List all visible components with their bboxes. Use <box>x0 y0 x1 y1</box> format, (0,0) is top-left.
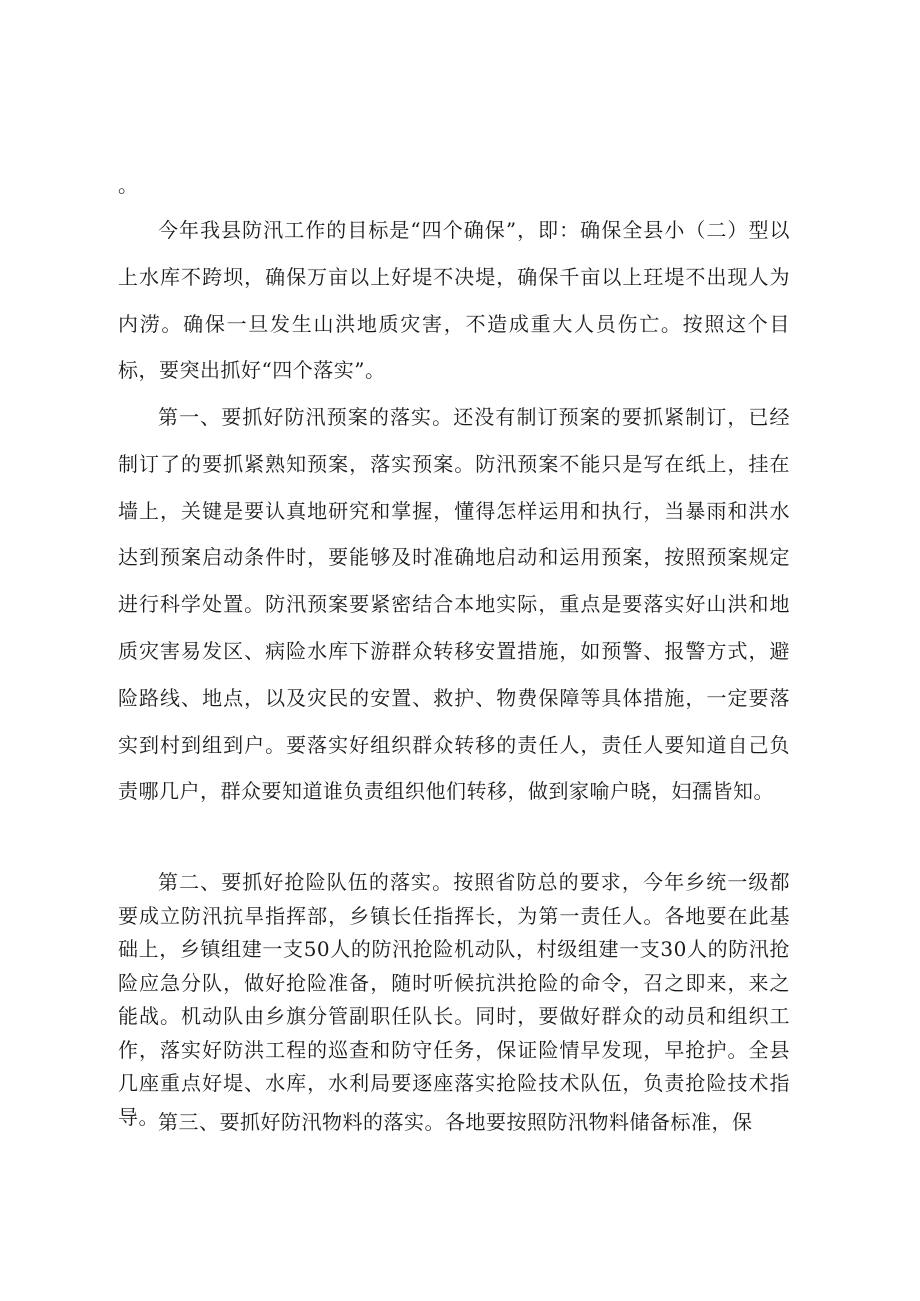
previous-page-fragment: 。 <box>118 173 138 197</box>
paragraph-plan-implementation: 第一、要抓好防汛预案的落实。还没有制订预案的要抓紧制订，已经制订了的要抓紧熟知预案，落实预案。防汛预案不能只是写在纸上，挂在墙上，关键是要认真地研究和掌握，懂得怎样运用和执行，当暴雨和洪水达到预案启动条件时，要能够及时准确地启动和运用预案，按照预案规定进行科学处置。防汛预案要紧密结合本地实际，重点是要落实好山洪和地质灾害易发区、病险水库下游群众转移安置措施，如预警、报警方式，避险路线、地点，以及灾民的安置、救护、物费保障等具体措施，一定要落实到村到组到户。要落实好组织群众转移的责任人，责任人要知道自己负责哪几户，群众要知道谁负责组织他们转移，做到家喻户晓，妇孺皆知。 <box>118 405 790 804</box>
paragraph-goals: 今年我县防汛工作的目标是“四个确保”，即：确保全县小（二）型以上水库不跨坝，确保万亩以上好堤不决堤，确保千亩以上玨堤不出现人为内涝。确保一旦发生山洪地质灾害，不造成重大人员伤亡。按照这个目标，要突出抓好“四个落实”。 <box>118 218 790 383</box>
paragraph-rescue-teams: 第二、要抓好抢险队伍的落实。按照省防总的要求，今年乡统一级都要成立防汛抗旱指挥部，乡镇长任指挥长，为第一责任人。各地要在此基础上，乡镇组建一支50人的防汛抢险机动队，村级组建一支30人的防汛抢险应急分队，做好抢险准备，随时听候抗洪抢险的命令，召之即来，来之能战。机动队由乡旗分管副职任队长。同时，要做好群众的动员和组织工作，落实好防洪工程的巡查和防守任务，保证险情早发现，早抢护。全县几座重点好堤、水库，水利局要逐座落实抢险技术队伍，负责抢险技术指导。 <box>118 870 790 1129</box>
paragraph-flood-materials: 第三、要抓好防汛物料的落实。各地要按照防汛物料储备标准，保 <box>158 1110 753 1134</box>
